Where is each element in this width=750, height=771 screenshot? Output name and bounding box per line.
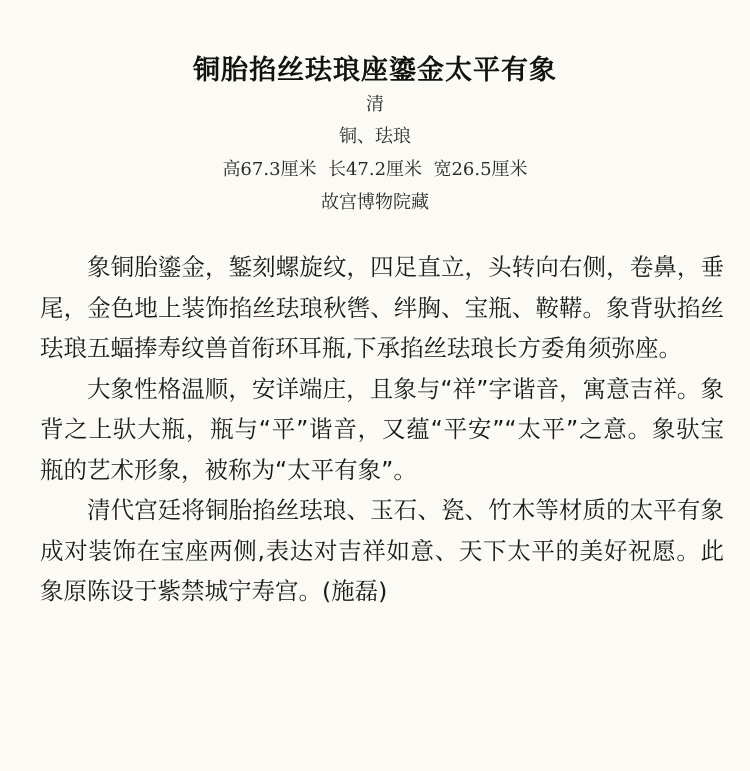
artifact-dimensions: 高67.3厘米 长47.2厘米 宽26.5厘米 [222,159,528,180]
artifact-material: 铜、珐琅 [339,126,411,147]
description-paragraph-3: 清代宫廷将铜胎掐丝珐琅、玉石、瓷、竹木等材质的太平有象成对装饰在宝座两侧,表达对吉祥如意、天下太平的美好祝愿。此象原陈设于紫禁城宁寿宫。(施磊) [40,496,724,605]
description-paragraph-1: 象铜胎鎏金，錾刻螺旋纹，四足直立，头转向右侧，卷鼻，垂尾，金色地上装饰掐丝珐琅秋辔、绊胸、宝瓶、鞍鞯。象背驮掐丝珐琅五蝠捧寿纹兽首衔环耳瓶,下承掐丝珐琅长方委角须弥座。 [40,253,724,362]
description-paragraph-2: 大象性格温顺，安详端庄，且象与“祥”字谐音，寓意吉祥。象背之上驮大瓶，瓶与“平”谐音，又蕴“平安”“太平”之意。象驮宝瓶的艺术形象，被称为“太平有象”。 [40,374,724,484]
artifact-title: 铜胎掐丝珐琅座鎏金太平有象 [193,55,557,86]
artifact-description [40,247,724,612]
artifact-collection: 故宫博物院藏 [321,192,429,213]
artifact-dynasty: 清 [366,94,384,115]
